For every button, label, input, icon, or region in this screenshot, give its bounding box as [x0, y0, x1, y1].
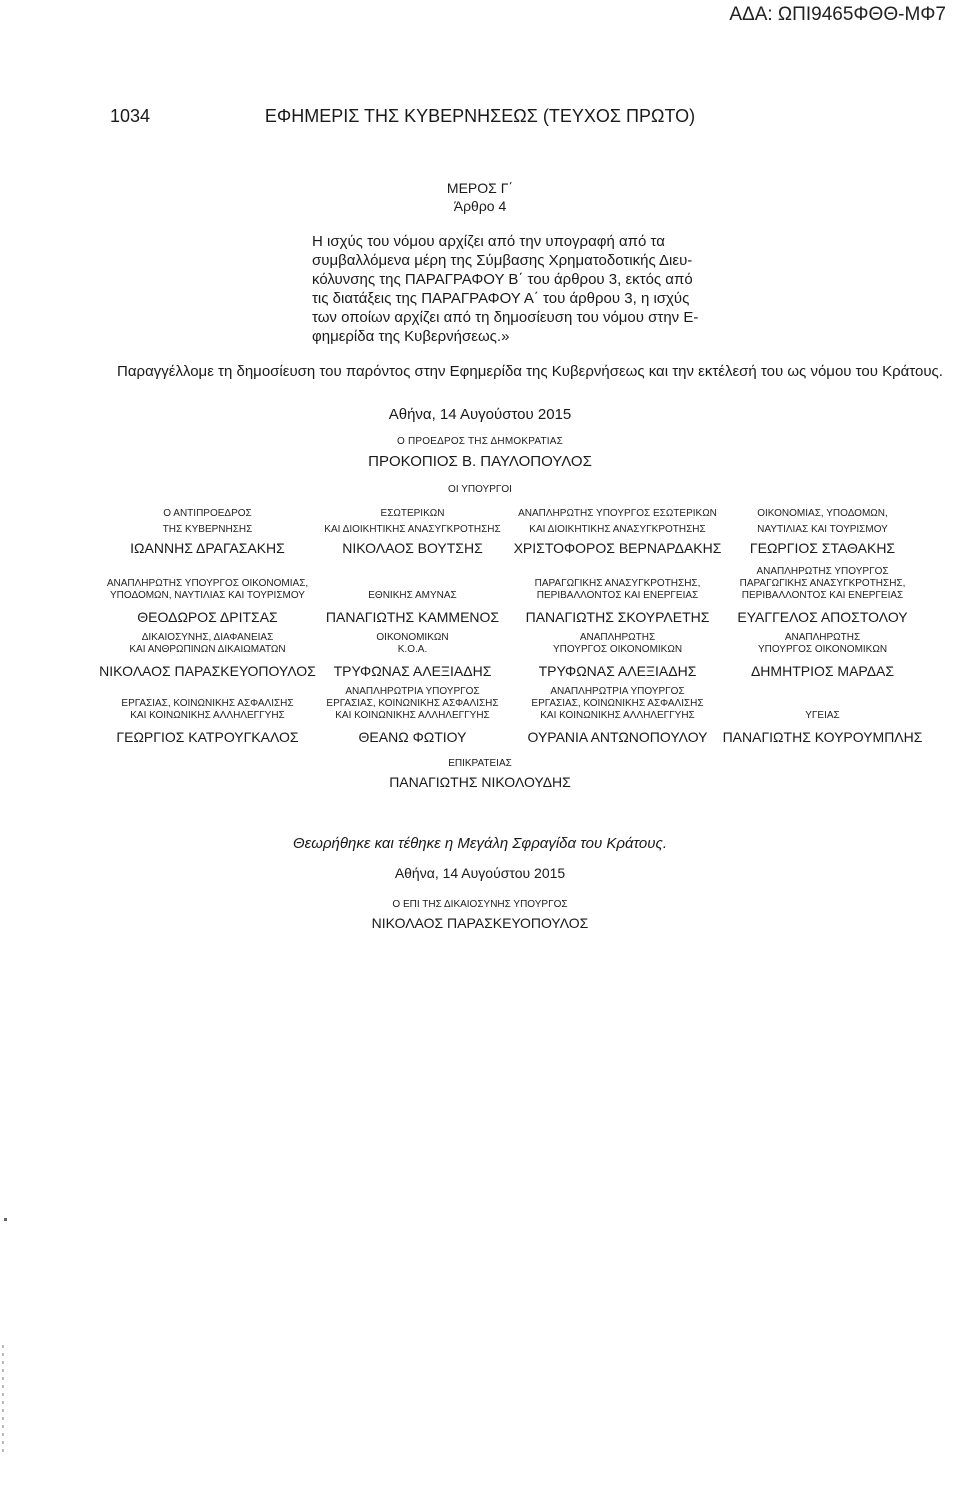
epikrateias-name: ΠΑΝΑΓΙΩΤΗΣ ΝΙΚΟΛΟΥΔΗΣ	[389, 774, 571, 790]
minister-title: ΟΙΚΟΝΟΜΙΑΣ, ΥΠΟΔΟΜΩΝ,	[757, 508, 888, 519]
part-heading: ΜΕΡΟΣ Γ΄	[446, 180, 514, 196]
minister-title: ΑΝΑΠΛΗΡΩΤΗΣ ΥΠΟΥΡΓΟΣ ΟΙΚΟΝΟΜΙΑΣ,	[106, 578, 309, 589]
minister-name: ΘΕΟΔΩΡΟΣ ΔΡΙΤΣΑΣ	[137, 609, 278, 625]
minister-title: ΠΕΡΙΒΑΛΛΟΝΤΟΣ ΚΑΙ ΕΝΕΡΓΕΙΑΣ	[536, 590, 699, 601]
minister-block	[295, 578, 530, 626]
minister-title: ΤΗΣ ΚΥΒΕΡΝΗΣΗΣ	[162, 524, 253, 535]
minister-name: ΓΕΩΡΓΙΟΣ ΣΤΑΘΑΚΗΣ	[749, 540, 896, 556]
minister-title: ΑΝΑΠΛΗΡΩΤΡΙΑ ΥΠΟΥΡΓΟΣ	[345, 686, 480, 697]
seal-text: Θεωρήθηκε και τέθηκε η Μεγάλη Σφραγίδα του Κράτους.	[293, 835, 667, 852]
article-line: κόλυνσης της ΠΑΡΑΓΡΑΦΟΥ Β΄ του άρθρου 3, εκτός από	[312, 271, 693, 288]
minister-name: ΔΗΜΗΤΡΙΟΣ ΜΑΡΔΑΣ	[750, 663, 895, 679]
minister-name: ΝΙΚΟΛΑΟΣ ΒΟΥΤΣΗΣ	[342, 540, 483, 556]
minister-title: ΔΙΚΑΙΟΣΥΝΗΣ, ΔΙΑΦΑΝΕΙΑΣ	[141, 632, 274, 643]
justice-minister-name: ΝΙΚΟΛΑΟΣ ΠΑΡΑΣΚΕΥΟΠΟΥΛΟΣ	[371, 915, 589, 931]
minister-block	[90, 632, 325, 680]
minister-name: ΠΑΝΑΓΙΩΤΗΣ ΚΟΥΡΟΥΜΠΛΗΣ	[722, 729, 923, 745]
minister-title: Ο ΑΝΤΙΠΡΟΕΔΡΟΣ	[163, 508, 252, 519]
publication-order: Παραγγέλλομε τη δημοσίευση του παρόντος στην Εφημερίδα της Κυβερνήσεως και την εκτέλεσή του ως νόμου του Κράτους.	[117, 363, 943, 380]
gazette-title: ΕΦΗΜΕΡΙΣ ΤΗΣ ΚΥΒΕΡΝΗΣΕΩΣ (ΤΕΥΧΟΣ ΠΡΩΤΟ)	[264, 106, 696, 126]
minister-name: ΕΥΑΓΓΕΛΟΣ ΑΠΟΣΤΟΛΟΥ	[737, 609, 908, 625]
minister-name: ΤΡΥΦΩΝΑΣ ΑΛΕΞΙΑΔΗΣ	[538, 663, 697, 679]
minister-title: ΑΝΑΠΛΗΡΩΤΗΣ ΥΠΟΥΡΓΟΣ	[756, 566, 889, 577]
ministers-heading: ΟΙ ΥΠΟΥΡΓΟΙ	[448, 484, 512, 495]
minister-title: ΑΝΑΠΛΗΡΩΤΡΙΑ ΥΠΟΥΡΓΟΣ	[550, 686, 685, 697]
minister-title: ΕΣΩΤΕΡΙΚΩΝ	[380, 508, 445, 519]
ada-code: ΑΔΑ: ΩΠΙ9465ΦΘΘ-ΜΦ7	[729, 4, 946, 25]
scan-speck	[4, 1218, 7, 1221]
article-heading: Άρθρο 4	[453, 198, 507, 214]
minister-title: ΕΘΝΙΚΗΣ ΑΜΥΝΑΣ	[368, 590, 457, 601]
minister-block	[500, 632, 735, 680]
minister-title: Κ.Ο.Α.	[397, 644, 428, 655]
minister-title: ΕΡΓΑΣΙΑΣ, ΚΟΙΝΩΝΙΚΗΣ ΑΣΦΑΛΙΣΗΣ	[121, 698, 294, 709]
minister-block	[90, 508, 325, 557]
minister-title: ΚΑΙ ΚΟΙΝΩΝΙΚΗΣ ΑΛΛΗΛΕΓΓΥΗΣ	[130, 710, 285, 721]
minister-name: ΟΥΡΑΝΙΑ ΑΝΤΩΝΟΠΟΥΛΟΥ	[527, 729, 708, 745]
place-date: Αθήνα, 14 Αυγούστου 2015	[388, 406, 572, 423]
article-line: τις διατάξεις της ΠΑΡΑΓΡΑΦΟΥ Α΄ του άρθρου 3, η ισχύς	[312, 290, 690, 307]
justice-minister-title: Ο ΕΠΙ ΤΗΣ ΔΙΚΑΙΟΣΥΝΗΣ ΥΠΟΥΡΓΟΣ	[392, 899, 568, 910]
minister-title: ΟΙΚΟΝΟΜΙΚΩΝ	[376, 632, 449, 643]
article-text	[312, 232, 712, 346]
minister-block	[295, 508, 530, 557]
president-title: Ο ΠΡΟΕΔΡΟΣ ΤΗΣ ΔΗΜΟΚΡΑΤΙΑΣ	[396, 436, 563, 447]
article-line: των οποίων αρχίζει από τη δημοσίευση του νόμου στην Ε-	[312, 309, 699, 326]
seal-date: Αθήνα, 14 Αυγούστου 2015	[394, 865, 566, 881]
minister-block	[500, 686, 735, 746]
minister-block	[500, 578, 735, 626]
minister-title: ΕΡΓΑΣΙΑΣ, ΚΟΙΝΩΝΙΚΗΣ ΑΣΦΑΛΙΣΗΣ	[531, 698, 704, 709]
minister-block	[295, 686, 530, 746]
minister-title: ΥΠΟΥΡΓΟΣ ΟΙΚΟΝΟΜΙΚΩΝ	[757, 644, 888, 655]
minister-title: ΠΕΡΙΒΑΛΛΟΝΤΟΣ ΚΑΙ ΕΝΕΡΓΕΙΑΣ	[741, 590, 904, 601]
minister-title: ΑΝΑΠΛΗΡΩΤΗΣ	[579, 632, 656, 643]
minister-block	[705, 632, 940, 680]
minister-block	[705, 698, 940, 746]
article-line: συμβαλλόμενα μέρη της Σύμβασης Χρηματοδοτικής Διευ-	[312, 252, 693, 269]
article-line: φημερίδα της Κυβερνήσεως.»	[312, 328, 510, 345]
minister-title: ΥΠΟΥΡΓΟΣ ΟΙΚΟΝΟΜΙΚΩΝ	[552, 644, 683, 655]
minister-title: ΑΝΑΠΛΗΡΩΤΗΣ ΥΠΟΥΡΓΟΣ ΕΣΩΤΕΡΙΚΩΝ	[518, 508, 717, 519]
minister-name: ΠΑΝΑΓΙΩΤΗΣ ΚΑΜΜΕΝΟΣ	[325, 609, 500, 625]
epikrateias-title: ΕΠΙΚΡΑΤΕΙΑΣ	[448, 758, 512, 769]
minister-title: ΕΡΓΑΣΙΑΣ, ΚΟΙΝΩΝΙΚΗΣ ΑΣΦΑΛΙΣΗΣ	[326, 698, 499, 709]
minister-title: ΚΑΙ ΔΙΟΙΚΗΤΙΚΗΣ ΑΝΑΣΥΓΚΡΟΤΗΣΗΣ	[529, 524, 706, 535]
minister-block	[295, 632, 530, 680]
minister-title: ΠΑΡΑΓΩΓΙΚΗΣ ΑΝΑΣΥΓΚΡΟΤΗΣΗΣ,	[739, 578, 906, 589]
minister-name: ΤΡΥΦΩΝΑΣ ΑΛΕΞΙΑΔΗΣ	[333, 663, 492, 679]
minister-name: ΘΕΑΝΩ ΦΩΤΙΟΥ	[358, 729, 467, 745]
page-number: 1034	[110, 106, 151, 126]
minister-name: ΝΙΚΟΛΑΟΣ ΠΑΡΑΣΚΕΥΟΠΟΥΛΟΣ	[99, 663, 316, 679]
article-line: Η ισχύς του νόμου αρχίζει από την υπογραφή από τα	[312, 233, 665, 250]
minister-title: ΚΑΙ ΚΟΙΝΩΝΙΚΗΣ ΑΛΛΗΛΕΓΓΥΗΣ	[335, 710, 490, 721]
minister-name: ΙΩΑΝΝΗΣ ΔΡΑΓΑΣΑΚΗΣ	[130, 540, 285, 556]
minister-title: ΝΑΥΤΙΛΙΑΣ ΚΑΙ ΤΟΥΡΙΣΜΟΥ	[757, 524, 888, 535]
minister-title: ΚΑΙ ΑΝΘΡΩΠΙΝΩΝ ΔΙΚΑΙΩΜΑΤΩΝ	[129, 644, 286, 655]
scan-margin-dots	[2, 1345, 4, 1455]
minister-name: ΓΕΩΡΓΙΟΣ ΚΑΤΡΟΥΓΚΑΛΟΣ	[116, 729, 299, 745]
president-name: ΠΡΟΚΟΠΙΟΣ Β. ΠΑΥΛΟΠΟΥΛΟΣ	[368, 453, 592, 470]
minister-title: ΚΑΙ ΔΙΟΙΚΗΤΙΚΗΣ ΑΝΑΣΥΓΚΡΟΤΗΣΗΣ	[324, 524, 501, 535]
minister-title: ΠΑΡΑΓΩΓΙΚΗΣ ΑΝΑΣΥΓΚΡΟΤΗΣΗΣ,	[534, 578, 701, 589]
minister-block	[500, 508, 735, 557]
minister-name: ΧΡΙΣΤΟΦΟΡΟΣ ΒΕΡΝΑΡΔΑΚΗΣ	[513, 540, 722, 556]
minister-title: ΑΝΑΠΛΗΡΩΤΗΣ	[784, 632, 861, 643]
minister-title: ΥΠΟΔΟΜΩΝ, ΝΑΥΤΙΛΙΑΣ ΚΑΙ ΤΟΥΡΙΣΜΟΥ	[110, 590, 305, 601]
minister-title: ΥΓΕΙΑΣ	[805, 710, 840, 721]
minister-title: ΚΑΙ ΚΟΙΝΩΝΙΚΗΣ ΑΛΛΗΛΕΓΓΥΗΣ	[540, 710, 695, 721]
minister-block	[90, 698, 325, 746]
minister-name: ΠΑΝΑΓΙΩΤΗΣ ΣΚΟΥΡΛΕΤΗΣ	[525, 609, 710, 625]
minister-block	[90, 578, 325, 626]
minister-block	[705, 508, 940, 557]
minister-block	[705, 566, 940, 626]
